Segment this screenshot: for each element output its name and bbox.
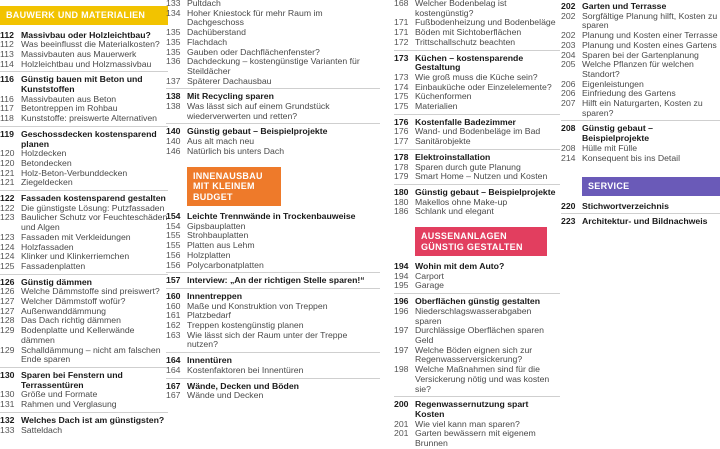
page-number: 131 — [0, 399, 15, 410]
toc-entry — [166, 77, 380, 87]
page-number: 162 — [166, 320, 181, 331]
entry-title: Sparen durch gute Planung — [415, 161, 521, 172]
page-number: 203 — [561, 39, 576, 50]
page-number: 135 — [166, 36, 181, 47]
page-number: 126 — [0, 286, 15, 297]
toc-entry — [166, 261, 380, 271]
page-number: 135 — [166, 27, 181, 38]
page-number: 127 — [0, 305, 15, 316]
entry-title: Holzfassaden — [21, 241, 74, 252]
toc-heading-entry — [0, 371, 168, 390]
entry-title: Innentüren — [187, 355, 232, 366]
toc-heading-entry — [394, 400, 560, 419]
section-banner-bauwerk: BAUWERK UND MATERIALIEN — [0, 6, 168, 25]
page-number: 120 — [0, 157, 15, 168]
page-number: 112 — [0, 39, 14, 50]
page-number: 126 — [0, 276, 15, 287]
divider — [0, 367, 168, 368]
entry-title: Böden mit Sichtoberflächen — [415, 27, 522, 38]
toc-entry — [394, 172, 560, 182]
entry-title: Welcher Bodenbelag ist kostengünstig? — [415, 0, 507, 18]
page-number: 164 — [166, 364, 181, 375]
page-number: 118 — [0, 113, 14, 124]
toc-column-1 — [0, 0, 168, 435]
entry-title: Smart Home – Nutzen und Kosten — [415, 171, 548, 182]
entry-title: Architektur- und Bildnachweis — [582, 216, 708, 227]
entry-title: Wand- und Bodenbeläge im Bad — [415, 126, 541, 137]
entry-title: Fassaden kostensparend gestalten — [21, 193, 166, 204]
entry-title: Kostenfaktoren bei Innentüren — [187, 364, 304, 375]
page-number: 137 — [166, 75, 181, 86]
page-number: 172 — [394, 36, 409, 47]
page-number: 208 — [561, 123, 576, 134]
page-number: 179 — [394, 171, 409, 182]
page-number: 136 — [166, 56, 181, 67]
entry-title: Welches Dach ist am günstigsten? — [21, 414, 165, 425]
page-number: 135 — [166, 46, 181, 57]
toc-entry — [0, 262, 168, 272]
divider — [561, 213, 720, 214]
page-number: 161 — [166, 310, 181, 321]
page-number: 202 — [561, 1, 576, 11]
entry-title: Sanitärobjekte — [415, 136, 471, 147]
toc-list — [394, 262, 560, 449]
entry-title: Ziegeldecken — [21, 177, 73, 188]
page-number: 133 — [0, 424, 15, 435]
page-number: 202 — [561, 30, 576, 41]
toc-entry — [394, 365, 560, 394]
entry-title: Holzplatten — [187, 249, 231, 260]
toc-list — [394, 0, 560, 217]
page-number: 123 — [0, 231, 15, 242]
divider — [0, 412, 168, 413]
entry-title: Durchlässige Oberflächen sparen Geld — [415, 325, 544, 345]
entry-title: Fassaden mit Verkleidungen — [21, 231, 131, 242]
toc-entry — [166, 391, 380, 401]
page-number: 140 — [166, 136, 181, 147]
page-number: 168 — [394, 0, 409, 8]
entry-title: Betontreppen im Rohbau — [21, 103, 118, 114]
page-number: 171 — [394, 27, 409, 38]
page-number: 127 — [0, 296, 15, 307]
page-number: 116 — [0, 74, 15, 85]
page-number: 160 — [166, 300, 181, 311]
entry-title: Garage — [415, 280, 444, 291]
toc-heading-entry — [0, 130, 168, 149]
toc-entry — [166, 9, 380, 28]
page-number: 173 — [394, 71, 409, 82]
toc-entry — [166, 57, 380, 76]
entry-title: Polycarbonatplatten — [187, 259, 264, 270]
divider — [166, 288, 380, 289]
page-number: 156 — [166, 249, 181, 260]
page-number: 201 — [394, 418, 409, 429]
toc-column-2 — [166, 0, 380, 401]
entry-title: Aus alt mach neu — [187, 136, 255, 147]
toc-entry — [0, 178, 168, 188]
divider — [0, 71, 168, 72]
toc-entry — [394, 420, 560, 430]
entry-title: Strohbauplatten — [187, 230, 249, 241]
page-number: 195 — [394, 280, 409, 291]
toc-list — [561, 2, 720, 163]
entry-title: Kunststoffe: preiswerte Alternativen — [21, 113, 158, 124]
page-number: 140 — [166, 126, 181, 137]
entry-title: Gauben oder Dachflächenfenster? — [187, 46, 320, 57]
toc-heading-entry — [0, 416, 168, 426]
page-number: 173 — [394, 52, 409, 63]
entry-title: Was beeinflusst die Materialkosten? — [21, 39, 160, 50]
page-number: 180 — [394, 196, 409, 207]
divider — [0, 274, 168, 275]
divider — [394, 396, 560, 397]
entry-title: Welche Böden eignen sich zur Regenwasserversickerung? — [415, 344, 533, 365]
page-number: 123 — [0, 212, 15, 223]
entry-title: Interview: „An der richtigen Stelle sparen!“ — [187, 275, 365, 286]
toc-heading-entry — [561, 202, 720, 212]
toc-entry — [166, 331, 380, 350]
entry-title: Hülle mit Fülle — [582, 142, 638, 153]
toc-entry — [394, 429, 560, 448]
entry-title: Stichwortverzeichnis — [582, 200, 669, 211]
page-number: 204 — [561, 49, 576, 60]
page-number: 154 — [166, 220, 181, 231]
page-number: 163 — [166, 329, 181, 340]
page-number: 176 — [394, 116, 409, 127]
page-number: 146 — [166, 145, 181, 156]
section-banner-aussenanlagen: AUSSENANLAGEN GÜNSTIG GESTALTEN — [415, 227, 547, 256]
toc-entry — [394, 281, 560, 291]
entry-title: Späterer Dachausbau — [187, 75, 272, 86]
entry-title: Oberflächen günstig gestalten — [415, 296, 541, 307]
entry-title: Treppen kostengünstig planen — [187, 320, 304, 331]
page-number: 119 — [0, 128, 15, 139]
entry-title: Was lässt sich auf einem Grundstück wiederverwerten und retten? — [187, 101, 330, 121]
page-number: 214 — [561, 152, 576, 163]
entry-title: Wie groß muss die Küche sein? — [415, 71, 538, 82]
page-number: 175 — [394, 91, 409, 102]
section-banner-service: SERVICE — [582, 177, 720, 196]
page-number: 113 — [0, 48, 14, 59]
entry-title: Günstig gebaut – Beispielprojekte — [415, 186, 556, 197]
entry-title: Sparen bei Fenstern und Terrassentüren — [21, 370, 123, 390]
entry-title: Dachdeckung – kostengünstige Varianten für Steildächer — [187, 56, 360, 76]
entry-title: Baulicher Schutz vor Feuchteschäden und Algen — [21, 212, 168, 233]
entry-title: Niederschlagswasserabgaben sparen — [415, 305, 532, 326]
entry-title: Planung und Kosten eines Gartens — [582, 39, 717, 50]
page-number: 121 — [0, 167, 15, 178]
entry-title: Pultdach — [187, 0, 221, 8]
page-number: 122 — [0, 193, 15, 204]
toc-column-3 — [394, 0, 560, 449]
entry-title: Günstig gebaut – Beispielprojekte — [582, 123, 653, 144]
entry-title: Massivbauten aus Beton — [21, 93, 117, 104]
divider — [394, 114, 560, 115]
toc-entry — [0, 60, 168, 70]
toc-entry — [0, 213, 168, 232]
entry-title: Günstig dämmen — [21, 276, 92, 287]
entry-title: Hilft ein Naturgarten, Kosten zu sparen? — [582, 98, 703, 118]
entry-title: Regenwassernutzung spart Kosten — [415, 399, 529, 419]
entry-title: Garten und Terrasse — [582, 1, 667, 11]
toc-heading-entry — [166, 276, 380, 286]
entry-title: Planung und Kosten einer Terrasse — [582, 30, 718, 41]
entry-title: Kostenfalle Badezimmer — [415, 116, 516, 127]
toc-entry — [166, 102, 380, 121]
entry-title: Fassadenplatten — [21, 260, 86, 271]
page-number: 125 — [0, 260, 15, 271]
page-number: 177 — [394, 136, 409, 147]
page-number: 167 — [166, 390, 181, 401]
page-number: 186 — [394, 206, 409, 217]
page-number: 223 — [561, 216, 576, 227]
toc-entry — [394, 326, 560, 345]
page-number: 197 — [394, 325, 409, 336]
page-number: 116 — [0, 93, 14, 104]
entry-title: Platzbedarf — [187, 310, 231, 321]
entry-title: Elektroinstallation — [415, 151, 491, 162]
toc-entry — [394, 207, 560, 217]
entry-title: Rahmen und Verglasung — [21, 399, 117, 410]
entry-title: Hoher Kniestock für mehr Raum im Dachgeschoss — [187, 7, 323, 28]
page-number: 174 — [394, 81, 409, 92]
toc-heading-entry — [394, 54, 560, 73]
page-number: 171 — [394, 17, 409, 28]
entry-title: Leichte Trennwände in Trockenbauweise — [187, 211, 356, 222]
toc-entry — [561, 154, 720, 164]
page-number: 155 — [166, 230, 181, 241]
page-number: 198 — [394, 364, 409, 375]
entry-title: Carport — [415, 270, 444, 281]
toc-list — [561, 202, 720, 227]
page-number: 155 — [166, 240, 181, 251]
entry-title: Größe und Formate — [21, 389, 98, 400]
entry-title: Welcher Dämmstoff wofür? — [21, 296, 126, 307]
entry-title: Die günstigste Lösung: Putzfassaden — [21, 202, 165, 213]
page-number: 120 — [0, 148, 15, 159]
page-number: 124 — [0, 241, 15, 252]
toc-entry — [0, 426, 168, 436]
entry-title: Gipsbauplatten — [187, 220, 246, 231]
entry-title: Wände und Decken — [187, 390, 264, 401]
page-number: 124 — [0, 251, 15, 262]
page-number: 122 — [0, 202, 15, 213]
entry-title: Makellos ohne Make-up — [415, 196, 508, 207]
page-number: 156 — [166, 259, 181, 270]
entry-title: Innentreppen — [187, 290, 243, 301]
page-number: 220 — [561, 200, 576, 211]
divider — [0, 190, 168, 191]
entry-title: Flachdach — [187, 36, 228, 47]
divider — [166, 88, 380, 89]
page-number: 130 — [0, 389, 15, 400]
page-number: 132 — [0, 414, 15, 425]
entry-title: Garten bewässern mit eigenem Brunnen — [415, 428, 536, 449]
page-number: 205 — [561, 59, 576, 70]
entry-title: Sparen bei der Gartenplanung — [582, 49, 699, 60]
page-number: 197 — [394, 344, 409, 355]
entry-title: Geschossdecken kostensparend planen — [21, 128, 157, 149]
page-number: 164 — [166, 355, 181, 366]
entry-title: Satteldach — [21, 424, 63, 435]
entry-title: Massivbau oder Holzleichtbau? — [21, 29, 151, 40]
entry-title: Welche Pflanzen für welchen Standort? — [582, 59, 694, 79]
entry-title: Das Dach richtig dämmen — [21, 315, 121, 326]
divider — [561, 120, 720, 121]
toc-entry — [561, 12, 720, 31]
divider — [166, 272, 380, 273]
page-number: 129 — [0, 325, 15, 336]
entry-title: Holzleichtbau und Holzmassivbau — [21, 58, 152, 69]
entry-title: Einfriedung des Gartens — [582, 88, 676, 99]
page-number: 128 — [0, 315, 15, 326]
entry-title: Welche Maßnahmen sind für die Versickerung nötig und was kosten sie? — [415, 364, 550, 394]
divider — [166, 123, 380, 124]
entry-title: Einbauküche oder Einzelelemente? — [415, 81, 552, 92]
entry-title: Küchen – kostensparende Gestaltung — [415, 52, 524, 73]
entry-title: Betondecken — [21, 157, 72, 168]
entry-title: Holz-Beton-Verbunddecken — [21, 167, 128, 178]
toc-entry — [0, 346, 168, 365]
divider — [394, 293, 560, 294]
toc-list — [166, 0, 380, 157]
toc-entry — [394, 307, 560, 326]
page-number: 180 — [394, 186, 409, 197]
entry-title: Natürlich bis unters Dach — [187, 145, 285, 156]
page-number: 121 — [0, 177, 15, 188]
entry-title: Konsequent bis ins Detail — [582, 152, 681, 163]
page-number: 207 — [561, 98, 576, 109]
page-number: 194 — [394, 261, 409, 272]
entry-title: Wie lässt sich der Raum unter der Treppe nutzen? — [187, 329, 348, 350]
page-number: 176 — [394, 126, 409, 137]
toc-entry — [394, 102, 560, 112]
page-number: 138 — [166, 101, 181, 112]
page-number: 160 — [166, 290, 181, 301]
entry-title: Welche Dämmstoffe sind preiswert? — [21, 286, 160, 297]
entry-title: Günstig bauen mit Beton und Kunststoffen — [21, 74, 143, 95]
entry-title: Holzdecken — [21, 148, 67, 159]
entry-title: Maße und Konstruktion von Treppen — [187, 300, 328, 311]
entry-title: Wie viel kann man sparen? — [415, 418, 520, 429]
page-number: 200 — [394, 399, 409, 410]
toc-entry — [394, 38, 560, 48]
entry-title: Günstig gebaut – Beispielprojekte — [187, 126, 328, 137]
toc-entry — [0, 114, 168, 124]
divider — [166, 378, 380, 379]
divider — [394, 149, 560, 150]
entry-title: Wohin mit dem Auto? — [415, 261, 505, 272]
entry-title: Eigenleistungen — [582, 78, 644, 89]
page-number: 178 — [394, 151, 409, 162]
toc-heading-entry — [0, 75, 168, 94]
page-number: 130 — [0, 370, 15, 380]
page-number: 112 — [0, 29, 15, 40]
page-number: 194 — [394, 270, 409, 281]
divider — [0, 126, 168, 127]
page-number: 196 — [394, 305, 409, 316]
entry-title: Materialien — [415, 101, 458, 112]
toc-entry — [0, 326, 168, 345]
page-number: 196 — [394, 296, 409, 307]
toc-entry — [394, 0, 560, 18]
page-number: 206 — [561, 78, 576, 89]
page-number: 114 — [0, 58, 14, 69]
page-number: 175 — [394, 101, 409, 112]
toc-list — [166, 212, 380, 401]
divider — [166, 352, 380, 353]
entry-title: Klinker und Klinkerriemchen — [21, 251, 130, 262]
page-number: 117 — [0, 103, 14, 114]
entry-title: Dachüberstand — [187, 27, 246, 38]
section-banner-innenausbau: INNENAUSBAU MIT KLEINEM BUDGET — [187, 167, 281, 207]
page-number: 208 — [561, 142, 576, 153]
toc-heading-entry — [561, 124, 720, 143]
page-number: 138 — [166, 91, 181, 102]
page-number: 133 — [166, 0, 181, 8]
toc-entry — [561, 60, 720, 79]
entry-title: Küchenformen — [415, 91, 472, 102]
toc-list — [0, 31, 168, 436]
toc-column-4 — [561, 0, 720, 227]
toc-entry — [394, 346, 560, 365]
page-number: 178 — [394, 161, 409, 172]
page-number: 134 — [166, 7, 181, 18]
page-number: 206 — [561, 88, 576, 99]
entry-title: Trittschallschutz beachten — [415, 36, 516, 47]
entry-title: Schlank und elegant — [415, 206, 494, 217]
entry-title: Wände, Decken und Böden — [187, 380, 299, 391]
entry-title: Bodenplatte und Kellerwände dämmen — [21, 325, 135, 345]
toc-entry — [166, 147, 380, 157]
entry-title: Fußbodenheizung und Bodenbeläge — [415, 17, 556, 28]
entry-title: Schalldämmung – nicht am falschen Ende sparen — [21, 344, 161, 365]
entry-title: Platten aus Lehm — [187, 240, 255, 251]
page-number: 129 — [0, 344, 15, 355]
toc-heading-entry — [561, 217, 720, 227]
entry-title: Mit Recycling sparen — [187, 91, 274, 102]
toc-entry — [394, 137, 560, 147]
entry-title: Außenwanddämmung — [21, 305, 106, 316]
toc-entry — [561, 99, 720, 118]
page-number: 167 — [166, 380, 181, 391]
divider — [394, 50, 560, 51]
toc-entry — [166, 366, 380, 376]
page-number: 201 — [394, 428, 409, 439]
divider — [394, 184, 560, 185]
toc-entry — [0, 400, 168, 410]
entry-title: Massivbauten aus Mauerwerk — [21, 48, 137, 59]
page-number: 202 — [561, 10, 576, 21]
entry-title: Sorgfältige Planung hilft, Kosten zu sparen — [582, 10, 718, 31]
page-number: 157 — [166, 275, 181, 286]
page-number: 154 — [166, 211, 181, 222]
